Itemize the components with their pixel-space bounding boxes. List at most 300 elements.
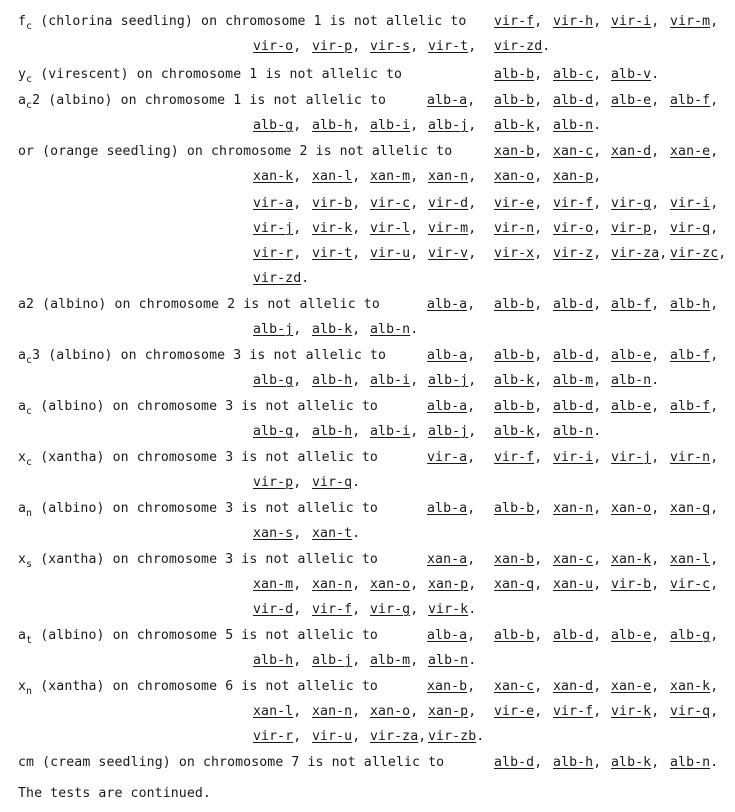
- gene-symbol-text: vir-k: [428, 602, 469, 617]
- phrase-chromosome: chromosome: [202, 755, 284, 770]
- phrase-chromosome: chromosome: [144, 348, 226, 363]
- locus-name: (albino): [40, 628, 105, 643]
- gene-symbol: alb-b,: [494, 93, 543, 108]
- phrase-not-allelic: is not allelic to: [241, 552, 378, 567]
- gene-symbol: xan-c,: [553, 552, 602, 567]
- gene-symbol-text: alb-g: [253, 424, 294, 439]
- locus-name: (albino): [48, 93, 113, 108]
- gene-symbol-text: vir-i: [553, 450, 594, 465]
- gene-symbol: xan-k,: [611, 552, 660, 567]
- gene-symbol: vir-u,: [312, 729, 361, 744]
- phrase-chromosome: chromosome: [136, 450, 218, 465]
- chromosome-number: 5: [225, 628, 234, 643]
- gene-symbol: xan-c,: [494, 679, 543, 694]
- locus-name: (xantha): [40, 679, 105, 694]
- gene-symbol-text: xan-o: [370, 704, 411, 719]
- locus-heading: [18, 450, 378, 466]
- gene-symbol-text: vir-b: [611, 577, 652, 592]
- gene-symbol-text: alb-k: [494, 424, 535, 439]
- gene-symbol: vir-b,: [611, 577, 660, 592]
- gene-symbol: vir-p,: [312, 39, 361, 54]
- phrase-on: on: [120, 348, 137, 363]
- gene-symbol-text: alb-e: [611, 348, 652, 363]
- chromosome-number: 3: [225, 399, 234, 414]
- gene-symbol-text: vir-k: [611, 704, 652, 719]
- gene-symbol-text: xan-n: [428, 169, 469, 184]
- gene-symbol-text: xan-p: [553, 169, 594, 184]
- locus-name: (albino): [48, 348, 113, 363]
- gene-symbol: alb-a,: [427, 628, 476, 643]
- gene-symbol: vir-j,: [253, 221, 302, 236]
- gene-symbol-text: vir-zb: [428, 729, 477, 744]
- gene-symbol: vir-p,: [611, 221, 660, 236]
- gene-symbol: vir-za,: [370, 729, 427, 744]
- locus-symbol: f: [18, 14, 27, 29]
- locus-name: (albino): [42, 297, 107, 312]
- gene-symbol-text: xan-o: [611, 501, 652, 516]
- gene-symbol: xan-l,: [670, 552, 719, 567]
- gene-symbol: vir-k,: [312, 221, 361, 236]
- gene-symbol: xan-q,: [670, 501, 719, 516]
- gene-symbol: vir-c,: [370, 196, 419, 211]
- gene-symbol-text: xan-d: [611, 144, 652, 159]
- phrase-chromosome: chromosome: [225, 14, 306, 29]
- gene-symbol-text: xan-c: [494, 679, 535, 694]
- gene-symbol-text: alb-d: [553, 93, 594, 108]
- gene-symbol-text: vir-u: [312, 729, 353, 744]
- gene-symbol-text: alb-a: [427, 93, 468, 108]
- gene-symbol-text: alb-k: [494, 118, 535, 133]
- locus-heading: [18, 755, 444, 771]
- gene-symbol-text: alb-d: [553, 628, 594, 643]
- gene-symbol: alb-n.: [370, 322, 419, 337]
- chromosome-number: 3: [225, 552, 234, 567]
- gene-symbol-text: vir-f: [494, 14, 535, 29]
- gene-symbol-text: vir-za: [370, 729, 419, 744]
- gene-symbol: alb-b,: [494, 399, 543, 414]
- gene-symbol: alb-k,: [312, 322, 361, 337]
- gene-symbol-text: vir-d: [253, 602, 294, 617]
- chromosome-number: 7: [291, 755, 300, 770]
- gene-symbol-text: vir-n: [670, 450, 711, 465]
- phrase-on: on: [136, 67, 153, 82]
- gene-symbol: alb-a,: [427, 501, 476, 516]
- gene-symbol-text: xan-t: [312, 526, 353, 541]
- gene-symbol-text: alb-h: [312, 424, 353, 439]
- gene-symbol-text: vir-za: [611, 246, 660, 261]
- phrase-chromosome: chromosome: [160, 67, 242, 82]
- gene-symbol-text: xan-k: [670, 679, 711, 694]
- gene-symbol-text: alb-d: [553, 297, 594, 312]
- gene-symbol: alb-g,: [253, 424, 302, 439]
- gene-symbol: alb-f,: [670, 399, 719, 414]
- locus-name: (albino): [40, 501, 105, 516]
- gene-symbol: vir-i,: [611, 14, 660, 29]
- phrase-on: on: [201, 14, 218, 29]
- chromosome-number: 1: [249, 67, 258, 82]
- gene-symbol: alb-a,: [427, 399, 476, 414]
- gene-symbol-text: xan-l: [670, 552, 711, 567]
- gene-symbol-text: alb-m: [553, 373, 594, 388]
- gene-symbol-text: vir-c: [670, 577, 711, 592]
- locus-subscript: c: [26, 74, 33, 85]
- gene-symbol-text: vir-g: [370, 602, 411, 617]
- chromosome-number: 6: [225, 679, 234, 694]
- chromosome-number: 3: [225, 501, 234, 516]
- gene-symbol: xan-u,: [553, 577, 602, 592]
- gene-symbol-text: vir-t: [312, 246, 353, 261]
- gene-symbol-text: xan-s: [253, 526, 294, 541]
- phrase-not-allelic: is not allelic to: [241, 679, 378, 694]
- gene-symbol: xan-n,: [312, 704, 361, 719]
- gene-symbol: xan-k,: [670, 679, 719, 694]
- gene-symbol: alb-d,: [553, 93, 602, 108]
- gene-symbol-text: alb-h: [312, 118, 353, 133]
- gene-symbol: xan-n,: [312, 577, 361, 592]
- locus-heading: [18, 501, 378, 517]
- gene-symbol: vir-f,: [494, 450, 543, 465]
- gene-symbol-text: alb-f: [611, 297, 652, 312]
- gene-symbol: vir-s,: [370, 39, 419, 54]
- chromosome-number: 3: [225, 450, 234, 465]
- locus-name: (albino): [40, 399, 105, 414]
- phrase-on: on: [112, 399, 129, 414]
- gene-symbol: vir-m,: [670, 14, 719, 29]
- phrase-not-allelic: is not allelic to: [249, 93, 387, 108]
- gene-symbol: vir-c,: [670, 577, 719, 592]
- gene-symbol-text: alb-a: [427, 297, 468, 312]
- gene-symbol-text: alb-n: [611, 373, 652, 388]
- gene-symbol-text: alb-h: [253, 653, 294, 668]
- gene-symbol-text: xan-n: [312, 704, 353, 719]
- phrase-chromosome: chromosome: [136, 501, 218, 516]
- phrase-on: on: [186, 144, 203, 159]
- gene-symbol: vir-za,: [611, 246, 668, 261]
- gene-symbol: vir-r,: [253, 246, 302, 261]
- gene-symbol-text: vir-f: [553, 704, 594, 719]
- locus-name: (virescent): [40, 67, 129, 82]
- gene-symbol: alb-c,: [553, 67, 602, 82]
- locus-symbol: x: [18, 552, 27, 567]
- gene-symbol: alb-j,: [312, 653, 361, 668]
- locus-symbol: x: [18, 679, 27, 694]
- gene-symbol: vir-zd.: [253, 271, 310, 286]
- phrase-not-allelic: is not allelic to: [249, 348, 387, 363]
- gene-symbol: vir-e,: [494, 704, 543, 719]
- gene-symbol-text: alb-m: [370, 653, 411, 668]
- gene-symbol-text: vir-o: [553, 221, 594, 236]
- gene-symbol: alb-k,: [494, 118, 543, 133]
- gene-symbol: vir-zc,: [670, 246, 727, 261]
- gene-symbol: vir-k.: [428, 602, 477, 617]
- phrase-on: on: [112, 450, 129, 465]
- locus-symbol: x: [18, 450, 27, 465]
- gene-symbol: alb-k,: [611, 755, 660, 770]
- gene-symbol: alb-k,: [494, 424, 543, 439]
- locus-heading: [18, 67, 402, 83]
- phrase-chromosome: chromosome: [136, 552, 218, 567]
- locus-heading: [18, 144, 452, 160]
- gene-symbol: alb-e,: [611, 348, 660, 363]
- gene-symbol-text: xan-c: [553, 552, 594, 567]
- gene-symbol-text: alb-d: [494, 755, 535, 770]
- locus-subscript: c: [26, 406, 33, 417]
- gene-symbol: alb-h,: [312, 424, 361, 439]
- gene-symbol-text: alb-c: [553, 67, 594, 82]
- gene-symbol: vir-i,: [553, 450, 602, 465]
- gene-symbol: xan-q,: [494, 577, 543, 592]
- gene-symbol: alb-d,: [553, 348, 602, 363]
- gene-symbol: alb-i,: [370, 373, 419, 388]
- gene-symbol-text: alb-a: [427, 348, 468, 363]
- locus-heading: [18, 93, 386, 109]
- gene-symbol: vir-f,: [553, 704, 602, 719]
- gene-symbol: alb-e,: [611, 628, 660, 643]
- gene-symbol: vir-d,: [253, 602, 302, 617]
- gene-symbol-text: alb-f: [670, 399, 711, 414]
- gene-symbol-text: alb-k: [494, 373, 535, 388]
- gene-symbol: alb-f,: [670, 93, 719, 108]
- gene-symbol-text: vir-z: [553, 246, 594, 261]
- phrase-not-allelic: is not allelic to: [307, 755, 445, 770]
- gene-symbol: xan-t.: [312, 526, 361, 541]
- gene-symbol-text: vir-o: [253, 39, 294, 54]
- gene-symbol-text: vir-zc: [670, 246, 719, 261]
- phrase-not-allelic: is not allelic to: [265, 67, 403, 82]
- locus-subscript: n: [26, 686, 33, 697]
- gene-symbol: vir-g,: [611, 196, 660, 211]
- gene-symbol-text: alb-e: [611, 399, 652, 414]
- gene-symbol: alb-h,: [670, 297, 719, 312]
- phrase-on: on: [114, 297, 131, 312]
- gene-symbol: xan-l,: [312, 169, 361, 184]
- gene-symbol: alb-a,: [427, 297, 476, 312]
- locus-symbol: a: [18, 93, 27, 108]
- gene-symbol: vir-a,: [427, 450, 476, 465]
- phrase-not-allelic: is not allelic to: [243, 297, 380, 312]
- gene-symbol-text: alb-j: [428, 424, 469, 439]
- gene-symbol-text: vir-u: [370, 246, 411, 261]
- gene-symbol-text: vir-q: [670, 221, 711, 236]
- gene-symbol: alb-v.: [611, 67, 660, 82]
- locus-subscript: t: [26, 635, 33, 646]
- locus-subscript: c: [26, 21, 33, 32]
- gene-symbol: xan-p,: [428, 704, 477, 719]
- gene-symbol: xan-o,: [611, 501, 660, 516]
- gene-symbol: xan-b,: [494, 144, 543, 159]
- locus-symbol: a: [18, 628, 27, 643]
- gene-symbol: alb-f,: [611, 297, 660, 312]
- gene-symbol-text: vir-b: [312, 196, 353, 211]
- gene-symbol: alb-b,: [494, 297, 543, 312]
- gene-symbol-text: xan-d: [553, 679, 594, 694]
- gene-symbol-text: xan-u: [553, 577, 594, 592]
- locus-symbol: or: [18, 144, 35, 159]
- gene-symbol: vir-u,: [370, 246, 419, 261]
- locus-name: (xantha): [40, 552, 105, 567]
- gene-symbol: alb-g,: [253, 373, 302, 388]
- phrase-chromosome: chromosome: [136, 628, 218, 643]
- gene-symbol-text: vir-j: [611, 450, 652, 465]
- gene-symbol-text: alb-k: [611, 755, 652, 770]
- gene-symbol-text: xan-b: [494, 552, 535, 567]
- phrase-on: on: [112, 552, 129, 567]
- locus-name: (orange seedling): [42, 144, 179, 159]
- gene-symbol: xan-o,: [370, 577, 419, 592]
- gene-symbol: alb-a,: [427, 93, 476, 108]
- gene-symbol-text: xan-m: [253, 577, 294, 592]
- phrase-chromosome: chromosome: [211, 144, 292, 159]
- gene-symbol-text: alb-h: [553, 755, 594, 770]
- gene-symbol-text: vir-k: [312, 221, 353, 236]
- gene-symbol-text: vir-p: [312, 39, 353, 54]
- gene-symbol: vir-f,: [312, 602, 361, 617]
- phrase-not-allelic: is not allelic to: [241, 501, 378, 516]
- gene-symbol-text: vir-p: [253, 475, 294, 490]
- gene-symbol-text: alb-i: [370, 424, 411, 439]
- locus-name: (cream seedling): [42, 755, 171, 770]
- gene-symbol: vir-q,: [670, 704, 719, 719]
- chromosome-number: 3: [233, 348, 242, 363]
- gene-symbol: alb-e,: [611, 399, 660, 414]
- gene-symbol: vir-v,: [428, 246, 477, 261]
- gene-symbol: alb-j,: [428, 373, 477, 388]
- gene-symbol-text: xan-o: [494, 169, 535, 184]
- gene-symbol: alb-h,: [312, 118, 361, 133]
- gene-symbol: vir-z,: [553, 246, 602, 261]
- gene-symbol: xan-b,: [427, 679, 476, 694]
- gene-symbol: xan-k,: [253, 169, 302, 184]
- chromosome-number: 2: [227, 297, 236, 312]
- gene-symbol: xan-d,: [553, 679, 602, 694]
- gene-symbol-text: alb-f: [670, 348, 711, 363]
- locus-subscript: n: [26, 508, 33, 519]
- gene-symbol: alb-b,: [494, 501, 543, 516]
- gene-symbol: alb-n.: [670, 755, 719, 770]
- gene-symbol-text: alb-d: [553, 348, 594, 363]
- gene-symbol-text: xan-q: [670, 501, 711, 516]
- gene-symbol: vir-d,: [428, 196, 477, 211]
- gene-symbol-text: alb-j: [312, 653, 353, 668]
- gene-symbol: vir-zb.: [428, 729, 485, 744]
- gene-symbol-text: alb-h: [670, 297, 711, 312]
- gene-symbol-text: xan-o: [370, 577, 411, 592]
- gene-symbol: vir-p,: [253, 475, 302, 490]
- gene-symbol-text: vir-r: [253, 246, 294, 261]
- phrase-not-allelic: is not allelic to: [315, 144, 453, 159]
- locus-symbol: a: [18, 348, 27, 363]
- chromosome-number: 2: [299, 144, 308, 159]
- gene-symbol-text: vir-n: [494, 221, 535, 236]
- phrase-not-allelic: is not allelic to: [329, 14, 467, 29]
- gene-symbol: alb-h,: [312, 373, 361, 388]
- gene-symbol: alb-n.: [428, 653, 477, 668]
- closing-note: The tests are continued.: [18, 786, 211, 801]
- locus-heading: [18, 297, 380, 313]
- locus-heading: [18, 14, 466, 30]
- gene-symbol-text: vir-e: [494, 704, 535, 719]
- gene-symbol: alb-d,: [553, 297, 602, 312]
- gene-symbol-text: alb-b: [494, 501, 535, 516]
- gene-symbol: xan-m,: [370, 169, 419, 184]
- gene-symbol: vir-f,: [494, 14, 543, 29]
- gene-symbol-text: vir-v: [428, 246, 469, 261]
- gene-symbol-text: alb-j: [428, 118, 469, 133]
- locus-subscript: c: [26, 100, 33, 111]
- gene-symbol-text: vir-d: [428, 196, 469, 211]
- phrase-chromosome: chromosome: [136, 679, 218, 694]
- gene-symbol: xan-n,: [428, 169, 477, 184]
- gene-symbol-text: xan-p: [428, 704, 469, 719]
- gene-symbol: xan-a,: [427, 552, 476, 567]
- gene-symbol-text: vir-i: [670, 196, 711, 211]
- gene-symbol-text: vir-h: [553, 14, 594, 29]
- gene-symbol-text: xan-k: [253, 169, 294, 184]
- gene-symbol: alb-n.: [553, 118, 602, 133]
- gene-symbol-text: alb-b: [494, 348, 535, 363]
- gene-symbol-text: xan-p: [428, 577, 469, 592]
- gene-symbol-text: xan-c: [553, 144, 594, 159]
- gene-symbol-text: alb-j: [253, 322, 294, 337]
- gene-symbol-text: vir-a: [253, 196, 294, 211]
- locus-heading: [18, 552, 378, 568]
- gene-symbol-text: vir-m: [428, 221, 469, 236]
- locus-symbol: a: [18, 501, 27, 516]
- phrase-chromosome: chromosome: [136, 399, 218, 414]
- gene-symbol-text: alb-g: [670, 628, 711, 643]
- gene-symbol: alb-m,: [553, 373, 602, 388]
- gene-symbol: vir-l,: [370, 221, 419, 236]
- gene-symbol-text: alb-n: [553, 424, 594, 439]
- gene-symbol: vir-e,: [494, 196, 543, 211]
- gene-symbol: xan-c,: [553, 144, 602, 159]
- phrase-not-allelic: is not allelic to: [241, 450, 378, 465]
- gene-symbol-text: vir-q: [670, 704, 711, 719]
- gene-symbol-text: alb-k: [312, 322, 353, 337]
- locus-symbol: y: [18, 67, 27, 82]
- gene-symbol: alb-g,: [670, 628, 719, 643]
- gene-symbol-text: alb-b: [494, 93, 535, 108]
- gene-symbol-text: vir-j: [253, 221, 294, 236]
- locus-heading: [18, 348, 386, 364]
- gene-symbol: vir-o,: [553, 221, 602, 236]
- gene-symbol-text: xan-e: [670, 144, 711, 159]
- locus-symbol: a2: [18, 297, 35, 312]
- phrase-chromosome: chromosome: [138, 297, 220, 312]
- chromosome-number: 1: [313, 14, 322, 29]
- gene-symbol: alb-m,: [370, 653, 419, 668]
- gene-symbol: vir-m,: [428, 221, 477, 236]
- gene-symbol: vir-o,: [253, 39, 302, 54]
- gene-symbol-text: xan-e: [611, 679, 652, 694]
- gene-symbol-text: vir-f: [494, 450, 535, 465]
- gene-symbol-text: alb-b: [494, 297, 535, 312]
- gene-symbol: alb-b,: [494, 348, 543, 363]
- gene-symbol: xan-e,: [611, 679, 660, 694]
- gene-symbol-text: alb-g: [253, 118, 294, 133]
- gene-symbol-text: vir-f: [312, 602, 353, 617]
- gene-symbol-text: alb-b: [494, 628, 535, 643]
- gene-symbol-text: alb-i: [370, 373, 411, 388]
- gene-symbol-text: vir-i: [611, 14, 652, 29]
- phrase-on: on: [112, 679, 129, 694]
- gene-symbol-text: vir-r: [253, 729, 294, 744]
- gene-symbol: xan-d,: [611, 144, 660, 159]
- gene-symbol: vir-n,: [494, 221, 543, 236]
- gene-symbol: alb-i,: [370, 118, 419, 133]
- phrase-on: on: [112, 501, 129, 516]
- gene-symbol-text: alb-n: [428, 653, 469, 668]
